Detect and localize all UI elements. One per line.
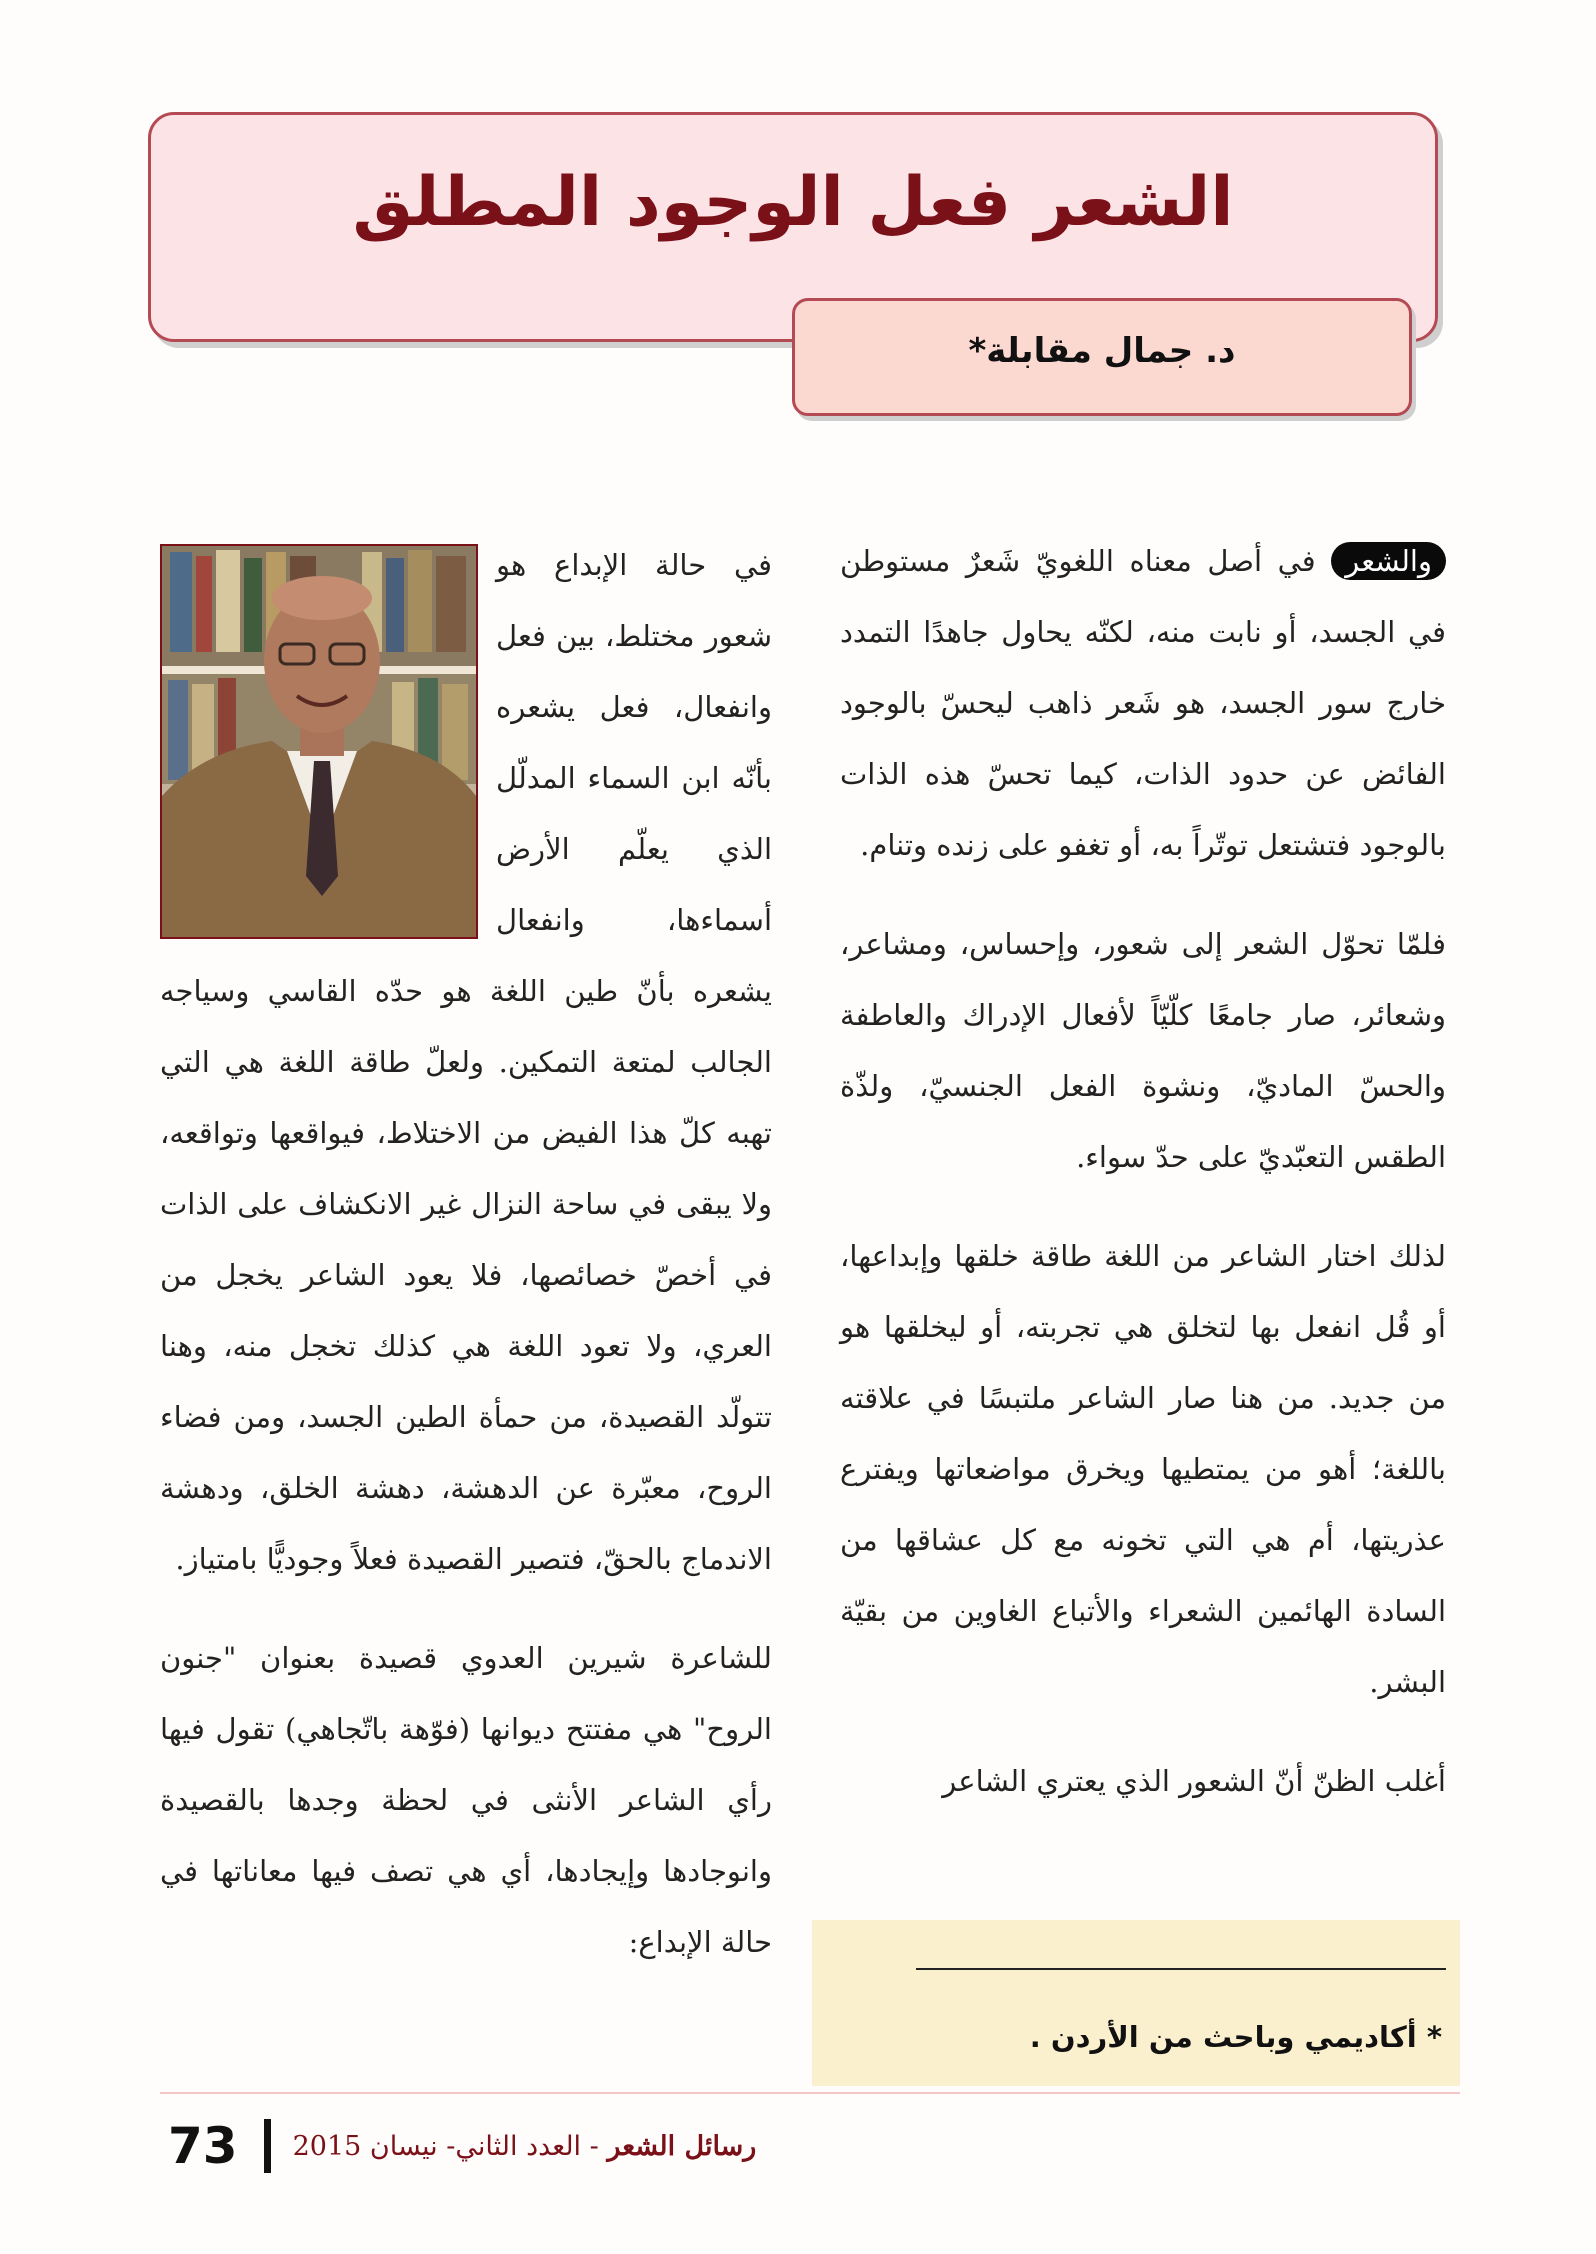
page-title: الشعر فعل الوجود المطلق xyxy=(352,163,1234,242)
lead-word: والشعر xyxy=(1331,542,1446,580)
left-column xyxy=(160,530,772,2006)
footer-separator xyxy=(264,2119,271,2173)
issue-info: - العدد الثاني- نيسان 2015 xyxy=(292,2130,608,2162)
author-box xyxy=(792,298,1412,416)
paragraph: فلمّا تحوّل الشعر إلى شعور، وإحساس، ومشاعر، وشعائر، صار جامعًا كلّيّاً لأفعال الإدراك والعاطفة والحسّ الماديّ، ونشوة الفعل الجنسيّ، ولذّة الطقس التعبّديّ على حدّ سواء. xyxy=(840,927,1446,1174)
author-photo xyxy=(160,544,478,939)
footnote-divider xyxy=(916,1968,1446,1970)
footer-text xyxy=(293,2131,757,2162)
right-column xyxy=(840,526,1446,1845)
paragraph-text: في أصل معناه اللغويّ شَعرٌ مستوطن في الجسد، أو نابت منه، لكنّه يحاول جاهدًا التمدد خارج سور الجسد، هو شَعر ذاهب ليحسّ بالوجود الفائض عن حدود الذات، كيما تحسّ هذه الذات بالوجود فتشتعل توتّراً به، أو تغفو على زنده وتنام. xyxy=(840,544,1446,862)
author-name: د. جمال مقابلة* xyxy=(968,331,1236,371)
page-number: 73 xyxy=(168,2117,238,2175)
author-portrait-image xyxy=(162,546,476,937)
magazine-name: رسائل الشعر xyxy=(607,2130,757,2162)
footnote-box xyxy=(812,1920,1460,2086)
paragraph xyxy=(840,526,1446,881)
paragraph: في حالة الإبداع هو شعور مختلط، بين فعل وانفعال، فعل يشعره بأنّه ابن السماء المدلّل الذي يعلّم الأرض أسماءها، وانفعال يشعره بأنّ طين اللغة هو حدّه القاسي وسياجه الجالب لمتعة التمكين. ولعلّ طاقة اللغة هي التي تهبه كلّ هذا الفيض من الاختلاط، فيواقعها وتواقعه، ولا يبقى في ساحة النزال غير الانكشاف على الذات في أخصّ خصائصها، فلا يعود الشاعر يخجل من العري، ولا تعود اللغة هي كذلك تخجل منه، وهنا تتولّد القصيدة، من حمأة الطين الجسد، ومن فضاء الروح، معبّرة عن الدهشة، دهشة الخلق، ودهشة الاندماج بالحقّ، فتصير القصيدة فعلاً وجوديًّا بامتياز. xyxy=(160,548,772,1576)
paragraph: للشاعرة شيرين العدوي قصيدة بعنوان "جنون الروح" هي مفتتح ديوانها (فوّهة باتّجاهي) تقول فيها رأي الشاعر الأنثى في لحظة وجدها بالقصيدة وانوجادها وإيجادها، أي هي تصف فيها معاناتها في حالة الإبداع: xyxy=(160,1641,772,1959)
footnote: * أكاديمي وباحث من الأردن . xyxy=(1029,2020,1442,2054)
page-footer xyxy=(168,2106,756,2186)
paragraph: أغلب الظنّ أنّ الشعور الذي يعتري الشاعر xyxy=(942,1764,1446,1798)
paragraph: لذلك اختار الشاعر من اللغة طاقة خلقها وإبداعها، أو قُل انفعل بها لتخلق هي تجربته، أو ليخلقها هو من جديد. من هنا صار الشاعر ملتبسًا في علاقته باللغة؛ أهو من يمتطيها ويخرق مواضعاتها ويفترع عذريتها، أم هي التي تخونه مع كل عشاقها من السادة الهائمين الشعراء والأتباع الغاوين من بقيّة البشر. xyxy=(840,1239,1446,1699)
footer-divider xyxy=(160,2092,1460,2094)
